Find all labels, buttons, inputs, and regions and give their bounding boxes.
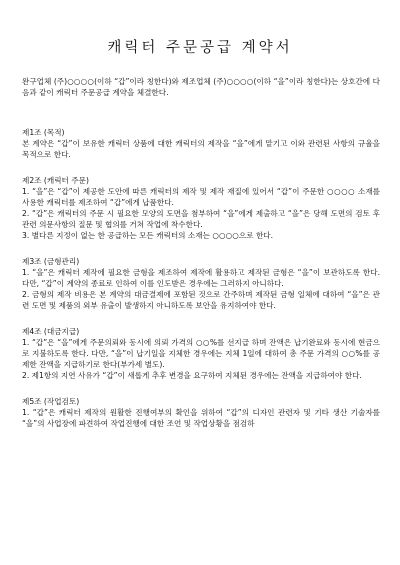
- article-paragraph: 3. 별다른 지정이 없는 한 공급하는 모든 캐릭터의 소재는 ○○○○으로 한다.: [22, 231, 274, 240]
- article-3: [22, 256, 380, 311]
- article-4: [22, 326, 380, 381]
- article-paragraph: 1. “갑”은 캐릭터 제작의 원활한 진행여부의 확인을 위하여 “갑”의 디자인 관련자 및 기타 생산 기술자를 “을”의 사업장에 파견하여 작업진행에 대한 조언 및 작업상황을 점검하: [22, 408, 380, 428]
- article-1: [22, 127, 380, 160]
- article-paragraph: 2. 금형의 제작 비용은 본 계약의 대금결제에 포함된 것으로 간주하며 제작된 금형 일체에 대하여 “을”은 관련 도면 및 제품의 외부 유출이 발생하지 아니하도록 보안을 유지하여야 한다.: [22, 290, 380, 310]
- article-2: [22, 175, 380, 241]
- document-body: [22, 76, 380, 444]
- article-paragraph: 본 계약은 “갑”이 보유한 캐릭터 상품에 대한 캐릭터의 제작을 “을”에게 맡기고 이와 관련된 사항의 규율을 목적으로 한다.: [22, 139, 380, 159]
- article-paragraph: 1. “갑”은 “을”에게 주문의뢰와 동시에 의뢰 가격의 ○○%를 선지급 하며 잔액은 납기완료와 동시에 현금으로 지불하도록 한다. 다만, “을”이 납기일을 지체한 경우에는 지체 1일에 대하여 총 주문 가격의 ○○%를 공제한 잔액을 지급하기로 한다(부가세 별도).: [22, 338, 380, 369]
- article-paragraph: 1. “을”은 캐릭터 제작에 필요한 금형을 제조하여 제작에 활용하고 제작된 금형은 “을”이 보관하도록 한다. 다만, “갑”이 계약의 종료로 인하여 이를 인도받은 경우에는 그러하지 아니하다.: [22, 268, 380, 288]
- intro-paragraph: 완구업체 (주)○○○○(이하 “갑”이라 칭한다)와 제조업체 (주)○○○○(이하 “을”이라 칭한다)는 상호간에 다음과 같이 캐릭터 주문공급 계약을 체결한다.: [22, 77, 380, 97]
- article-heading: 제3조 (금형관리): [22, 257, 80, 266]
- article-paragraph: 2. 제1항의 지연 사유가 “갑”이 새롭게 추후 변경을 요구하여 지체된 경우에는 잔액을 지급하여야 한다.: [22, 371, 362, 380]
- document-title: 캐릭터 주문공급 계약서: [107, 40, 293, 56]
- article-heading: 제5조 (작업검토): [22, 397, 80, 406]
- article-heading: 제1조 (목적): [22, 128, 65, 137]
- article-heading: 제2조 (캐릭터 주문): [22, 176, 89, 185]
- article-paragraph: 2. “갑”은 캐릭터의 주문 시 필요한 모양의 도면을 첨부하여 “을”에게 제출하고 “을”은 당해 도면의 검토 후 관련 의문사항의 질문 및 협의를 거쳐 작업에 착수한다.: [22, 209, 380, 229]
- article-heading: 제4조 (대금지급): [22, 327, 80, 336]
- article-paragraph: 1. “을”은 “갑”이 제공한 도안에 따른 캐릭터의 제작 및 제작 재질에 있어서 “갑”이 주문한 ○○○○ 소재를 사용한 캐릭터를 제조하여 “갑”에게 납품한다.: [22, 187, 380, 207]
- article-5: [22, 396, 380, 429]
